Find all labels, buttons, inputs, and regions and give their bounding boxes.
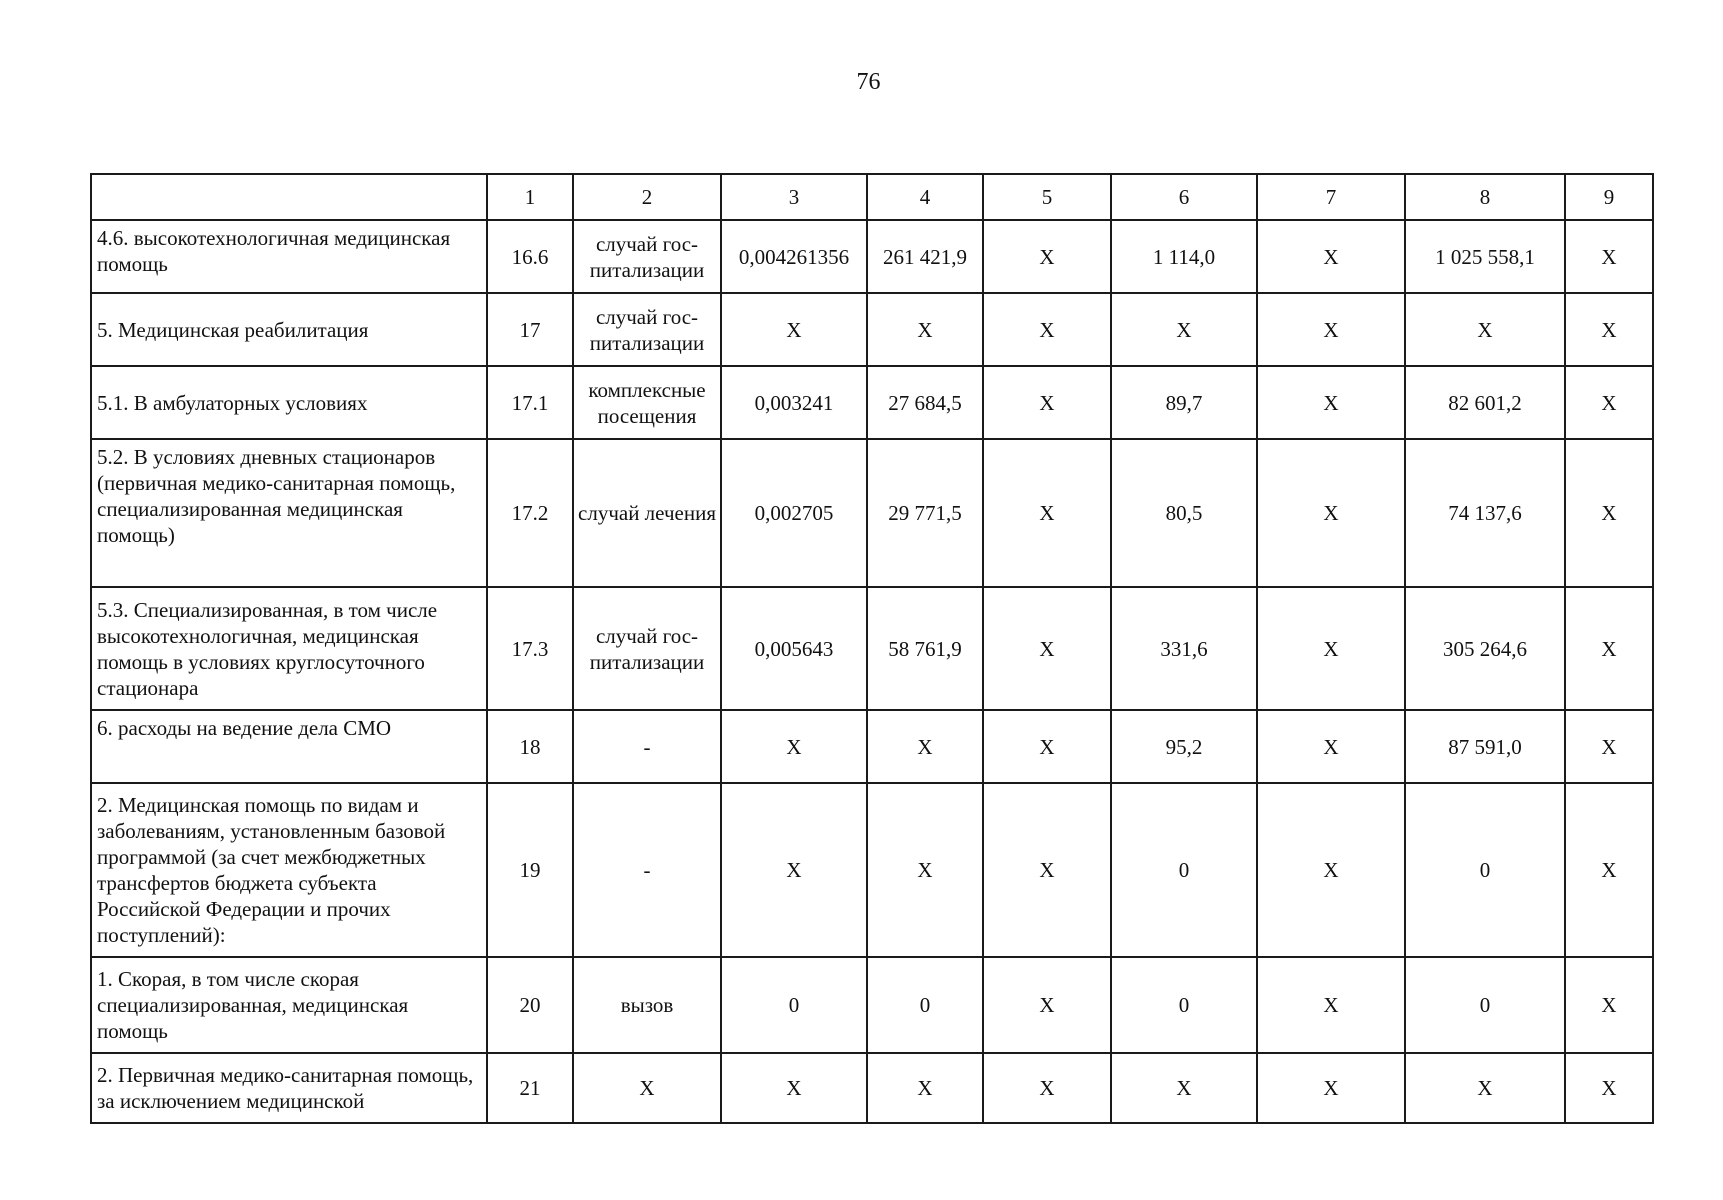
row-name-cell: 2. Первичная медико-санитарная помощь, за исключением медицинской <box>91 1053 487 1123</box>
table-cell: X <box>983 366 1111 439</box>
row-name-cell: 5.1. В амбулаторных условиях <box>91 366 487 439</box>
table-cell: 261 421,9 <box>867 220 983 293</box>
table-cell: X <box>1257 587 1405 710</box>
table-cell: 82 601,2 <box>1405 366 1565 439</box>
table-cell: X <box>983 710 1111 783</box>
table-cell: 0,002705 <box>721 439 867 587</box>
row-name-cell: 5.2. В условиях дневных стационаров (первичная медико-санитарная помощь, специализированная медицинская помощь) <box>91 439 487 587</box>
table-cell: 87 591,0 <box>1405 710 1565 783</box>
table-cell: 305 264,6 <box>1405 587 1565 710</box>
row-unit-cell: случай гос-питализации <box>573 293 721 366</box>
row-name-cell: 4.6. высокотехнологичная медицинская помощь <box>91 220 487 293</box>
table-cell: 331,6 <box>1111 587 1257 710</box>
table-cell: X <box>721 783 867 957</box>
table-cell: X <box>1257 710 1405 783</box>
table-cell: X <box>983 220 1111 293</box>
table-cell: X <box>983 293 1111 366</box>
row-name-cell: 1. Скорая, в том числе скорая специализированная, медицинская помощь <box>91 957 487 1053</box>
header-cell: 1 <box>487 174 573 220</box>
row-line-number-cell: 18 <box>487 710 573 783</box>
row-line-number-cell: 19 <box>487 783 573 957</box>
row-line-number-cell: 16.6 <box>487 220 573 293</box>
table-row <box>91 783 1653 957</box>
table-cell: 0,003241 <box>721 366 867 439</box>
row-line-number-cell: 17.3 <box>487 587 573 710</box>
table-cell: 0 <box>1111 957 1257 1053</box>
header-cell: 6 <box>1111 174 1257 220</box>
table-cell: X <box>983 783 1111 957</box>
row-unit-cell: - <box>573 710 721 783</box>
table-cell: X <box>1565 710 1653 783</box>
table-cell: X <box>1257 957 1405 1053</box>
table-row <box>91 1053 1653 1123</box>
table-cell: X <box>983 957 1111 1053</box>
table-cell: 95,2 <box>1111 710 1257 783</box>
header-cell <box>91 174 487 220</box>
table-cell: X <box>867 783 983 957</box>
header-cell: 5 <box>983 174 1111 220</box>
table-cell: X <box>1257 1053 1405 1123</box>
row-unit-cell: комплексные посещения <box>573 366 721 439</box>
page-number: 76 <box>856 69 881 95</box>
table-row <box>91 587 1653 710</box>
table-cell: X <box>1565 783 1653 957</box>
table-cell: 58 761,9 <box>867 587 983 710</box>
table-cell: X <box>1111 1053 1257 1123</box>
table-cell: X <box>721 710 867 783</box>
table-cell: 0 <box>1111 783 1257 957</box>
table-cell: 1 025 558,1 <box>1405 220 1565 293</box>
table-cell: X <box>1565 366 1653 439</box>
table-cell: 29 771,5 <box>867 439 983 587</box>
table-row <box>91 293 1653 366</box>
table-cell: X <box>1565 587 1653 710</box>
row-name-cell: 6. расходы на ведение дела СМО <box>91 710 487 783</box>
table-cell: 0 <box>867 957 983 1053</box>
table-cell: X <box>867 293 983 366</box>
row-name-cell: 2. Медицинская помощь по видам и заболеваниям, установленным базовой программой (за счет межбюджетных трансфертов бюджета субъекта Российской Федерации и прочих поступлений): <box>91 783 487 957</box>
row-unit-cell: X <box>573 1053 721 1123</box>
table-row <box>91 220 1653 293</box>
table-cell: X <box>1405 1053 1565 1123</box>
row-unit-cell: случай лечения <box>573 439 721 587</box>
header-cell: 2 <box>573 174 721 220</box>
header-row <box>91 174 1653 220</box>
table-cell: 0,004261356 <box>721 220 867 293</box>
data-table <box>90 173 1654 1124</box>
row-line-number-cell: 17.1 <box>487 366 573 439</box>
table-cell: X <box>1111 293 1257 366</box>
table-cell: X <box>983 439 1111 587</box>
table-cell: 80,5 <box>1111 439 1257 587</box>
header-cell: 4 <box>867 174 983 220</box>
table-cell: X <box>1565 957 1653 1053</box>
table-cell: X <box>1565 293 1653 366</box>
header-cell: 9 <box>1565 174 1653 220</box>
table-cell: X <box>1257 366 1405 439</box>
row-line-number-cell: 17.2 <box>487 439 573 587</box>
header-cell: 3 <box>721 174 867 220</box>
header-cell: 7 <box>1257 174 1405 220</box>
table-cell: 0 <box>721 957 867 1053</box>
row-unit-cell: вызов <box>573 957 721 1053</box>
table-cell: X <box>1257 439 1405 587</box>
table-cell: X <box>1257 220 1405 293</box>
table-cell: X <box>1565 439 1653 587</box>
table-cell: X <box>983 587 1111 710</box>
table-cell: 74 137,6 <box>1405 439 1565 587</box>
table-cell: 0,005643 <box>721 587 867 710</box>
table-cell: X <box>1257 293 1405 366</box>
table-row <box>91 439 1653 587</box>
row-name-cell: 5. Медицинская реабилитация <box>91 293 487 366</box>
row-line-number-cell: 20 <box>487 957 573 1053</box>
table-cell: 1 114,0 <box>1111 220 1257 293</box>
table-cell: X <box>867 710 983 783</box>
row-unit-cell: - <box>573 783 721 957</box>
table-cell: X <box>1565 220 1653 293</box>
row-name-cell: 5.3. Специализированная, в том числе высокотехнологичная, медицинская помощь в условиях круглосуточного стационара <box>91 587 487 710</box>
table-cell: 0 <box>1405 957 1565 1053</box>
table-row <box>91 366 1653 439</box>
table-cell: X <box>1257 783 1405 957</box>
table-cell: 27 684,5 <box>867 366 983 439</box>
table-cell: X <box>721 293 867 366</box>
header-cell: 8 <box>1405 174 1565 220</box>
table-cell: X <box>1405 293 1565 366</box>
table-row <box>91 957 1653 1053</box>
table-cell: X <box>721 1053 867 1123</box>
row-line-number-cell: 21 <box>487 1053 573 1123</box>
table-row <box>91 710 1653 783</box>
table-cell: 0 <box>1405 783 1565 957</box>
table-cell: X <box>867 1053 983 1123</box>
table-cell: 89,7 <box>1111 366 1257 439</box>
row-unit-cell: случай гос-питализации <box>573 220 721 293</box>
table-cell: X <box>983 1053 1111 1123</box>
table-cell: X <box>1565 1053 1653 1123</box>
row-line-number-cell: 17 <box>487 293 573 366</box>
row-unit-cell: случай гос-питализации <box>573 587 721 710</box>
